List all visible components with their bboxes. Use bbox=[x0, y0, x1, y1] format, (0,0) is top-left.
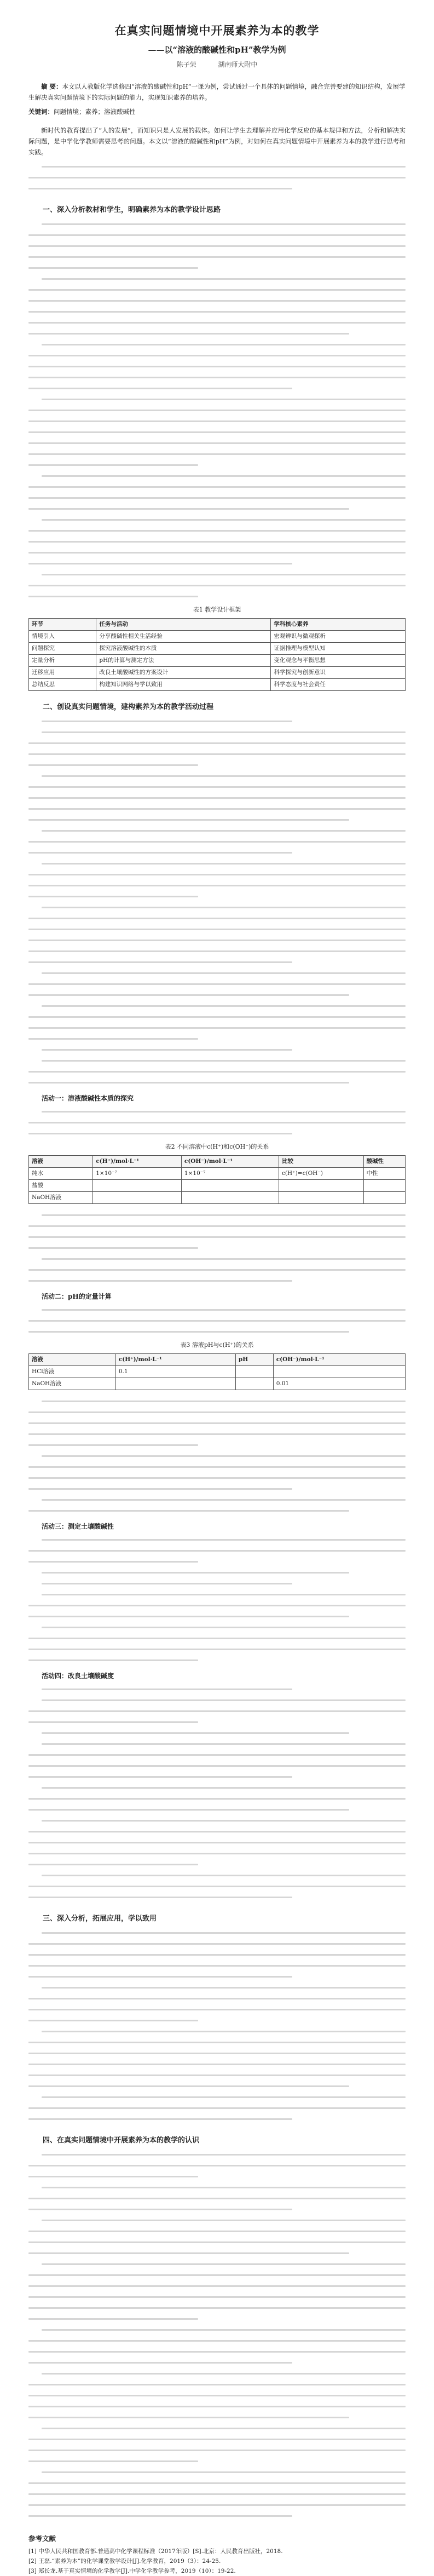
table-cell: NaOH溶液 bbox=[29, 1192, 93, 1204]
section-heading-1: 一、深入分析教材和学生，明确素养为本的教学设计思路 bbox=[43, 206, 221, 214]
table-cell: 情境引入 bbox=[29, 631, 96, 643]
table-header: 酸碱性 bbox=[363, 1156, 405, 1168]
table-row bbox=[29, 1168, 406, 1180]
table-cell bbox=[93, 1180, 182, 1192]
table-cell: 证据推理与模型认知 bbox=[271, 643, 406, 655]
activity-heading-3: 活动三：测定土壤酸碱性 bbox=[42, 1523, 114, 1530]
table-cell: 问题探究 bbox=[29, 643, 96, 655]
table-cell bbox=[93, 1192, 182, 1204]
table-row bbox=[29, 655, 406, 667]
table-header: c(H⁺)/mol·L⁻¹ bbox=[93, 1156, 182, 1168]
body-text-block bbox=[28, 161, 406, 194]
design-framework-table bbox=[28, 618, 406, 691]
body-text-block bbox=[28, 1304, 406, 1337]
table-header: 任务与活动 bbox=[96, 619, 271, 631]
abstract-text: 本文以人教版化学选修四“溶液的酸碱性和pH”一课为例，尝试通过一个具体的问题情境，融合完善要建的知识结构，发展学生解决真实问题情境下的实际问题的能力，实现知识素养的培养。 bbox=[28, 83, 406, 101]
table-cell bbox=[115, 1378, 235, 1390]
body-text-block bbox=[28, 1534, 406, 1666]
reference-item: [2] 王磊.“素养为本”的化学课堂教学设计[J].化学教育，2019（3）：24-25. bbox=[28, 2558, 221, 2565]
table-cell: 0.01 bbox=[273, 1378, 405, 1390]
table-cell: 0.1 bbox=[115, 1366, 235, 1378]
table-caption: 表1 教学设计框架 bbox=[193, 606, 241, 613]
table-cell: 构建知识网络与学以致用 bbox=[96, 679, 271, 691]
keywords-label: 关键词： bbox=[28, 108, 54, 116]
table-cell: 分享酸碱性相关生活经验 bbox=[96, 631, 271, 643]
author-affiliation: 湖南师大附中 bbox=[218, 61, 258, 68]
table-cell: 中性 bbox=[363, 1168, 405, 1180]
table-row bbox=[29, 631, 406, 643]
table-row bbox=[29, 643, 406, 655]
body-text-block bbox=[28, 218, 406, 602]
table-cell bbox=[279, 1180, 364, 1192]
article-title: 在真实问题情境中开展素养为本的教学 bbox=[114, 24, 320, 37]
body-text-block bbox=[28, 1209, 406, 1286]
section-heading-4: 四、在真实问题情境中开展素养为本的教学的认识 bbox=[43, 2136, 200, 2145]
table-cell: 1×10⁻⁷ bbox=[93, 1168, 182, 1180]
table-row bbox=[29, 1180, 406, 1192]
table-cell bbox=[235, 1366, 273, 1378]
author-name: 陈子荣 bbox=[176, 61, 196, 68]
reference-item: [1] 中华人民共和国教育部.普通高中化学课程标准（2017年版）[S].北京：人民教育出版社，2018. bbox=[28, 2548, 283, 2555]
table-cell: 变化观念与平衡思想 bbox=[271, 655, 406, 667]
body-text-block bbox=[28, 1684, 406, 1903]
table-cell: pH的计算与测定方法 bbox=[96, 655, 271, 667]
activity-heading-2: 活动二：pH的定量计算 bbox=[42, 1293, 112, 1300]
table-cell bbox=[181, 1180, 279, 1192]
table-cell: 定量分析 bbox=[29, 655, 96, 667]
table-cell bbox=[363, 1192, 405, 1204]
abstract-label: 摘 要： bbox=[41, 83, 62, 90]
table-cell bbox=[181, 1192, 279, 1204]
table-header: 比较 bbox=[279, 1156, 364, 1168]
table-header: 环节 bbox=[29, 619, 96, 631]
table-row bbox=[29, 667, 406, 679]
body-text-block bbox=[28, 1927, 406, 2124]
body-text-block bbox=[28, 1396, 406, 1516]
activity-heading-4: 活动四：改良土壤酸碱度 bbox=[42, 1672, 114, 1680]
table-cell: 纯水 bbox=[29, 1168, 93, 1180]
table-cell: 科学态度与社会责任 bbox=[271, 679, 406, 691]
table-caption: 表3 溶液pH与c(H⁺)的关系 bbox=[180, 1341, 254, 1348]
table-row bbox=[29, 679, 406, 691]
table-cell: HCl溶液 bbox=[29, 1366, 116, 1378]
abstract bbox=[28, 81, 406, 103]
table-row bbox=[29, 1366, 406, 1378]
body-text-block bbox=[28, 1106, 406, 1139]
table-cell: c(H⁺)=c(OH⁻) bbox=[279, 1168, 364, 1180]
table-cell: 科学探究与创新意识 bbox=[271, 667, 406, 679]
table-cell: 1×10⁻⁷ bbox=[181, 1168, 279, 1180]
references-heading: 参考文献 bbox=[28, 2534, 56, 2543]
concentration-table bbox=[28, 1155, 406, 1204]
table-cell: 宏观辨识与微观探析 bbox=[271, 631, 406, 643]
ph-table bbox=[28, 1353, 406, 1390]
keywords bbox=[28, 106, 406, 117]
table-row bbox=[29, 1378, 406, 1390]
table-cell: 探究溶液酸碱性的本质 bbox=[96, 643, 271, 655]
table-header: 溶液 bbox=[29, 1156, 93, 1168]
section-heading-2: 二、创设真实问题情境，建构素养为本的教学活动过程 bbox=[43, 703, 214, 711]
table-cell bbox=[273, 1366, 405, 1378]
activity-heading-1: 活动一：溶液酸碱性本质的探究 bbox=[42, 1094, 134, 1102]
keywords-text: 问题情境；素养；溶液酸碱性 bbox=[54, 108, 136, 116]
table-caption: 表2 不同溶液中c(H⁺)和c(OH⁻)的关系 bbox=[165, 1143, 269, 1150]
table-header: 溶液 bbox=[29, 1354, 116, 1366]
table-header: 学科核心素养 bbox=[271, 619, 406, 631]
table-row bbox=[29, 1192, 406, 1204]
section-heading-3: 三、深入分析，拓展应用，学以致用 bbox=[43, 1915, 157, 1923]
table-header: c(OH⁻)/mol·L⁻¹ bbox=[273, 1354, 405, 1366]
table-cell: 改良土壤酸碱性的方案设计 bbox=[96, 667, 271, 679]
table-header: c(H⁺)/mol·L⁻¹ bbox=[115, 1354, 235, 1366]
table-cell: NaOH溶液 bbox=[29, 1378, 116, 1390]
table-cell: 盐酸 bbox=[29, 1180, 93, 1192]
reference-item: [3] 郑长龙.基于真实情境的化学教学[J].中学化学教学参考，2019（10）：19-22. bbox=[28, 2568, 236, 2574]
table-cell bbox=[235, 1378, 273, 1390]
author-line bbox=[28, 60, 406, 69]
body-text-block bbox=[28, 2149, 406, 2521]
table-cell: 迁移应用 bbox=[29, 667, 96, 679]
article-subtitle: ——以“溶液的酸碱性和pH”教学为例 bbox=[148, 45, 286, 55]
body-text-block bbox=[28, 716, 406, 1088]
table-cell: 总结反思 bbox=[29, 679, 96, 691]
intro-paragraph: 新时代的教育提出了“人的发展”，而知识只是人发展的载体。如何让学生去理解并应用化学反应的基本规律和方法，分析和解决实际问题，是中学化学教师需要思考的问题。本文以“溶液的酸碱性和pH”为例，对如何在真实问题情境中开展素养为本的教学进行思考和实践。 bbox=[28, 126, 406, 156]
table-header: c(OH⁻)/mol·L⁻¹ bbox=[181, 1156, 279, 1168]
table-header: pH bbox=[235, 1354, 273, 1366]
table-cell bbox=[363, 1180, 405, 1192]
table-cell bbox=[279, 1192, 364, 1204]
